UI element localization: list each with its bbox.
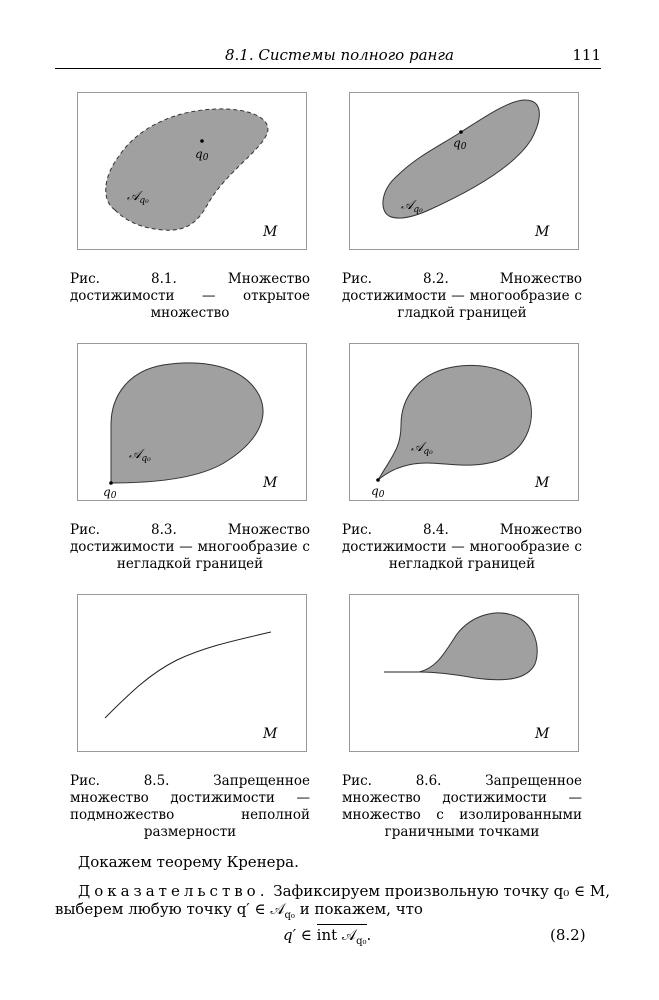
formula-dot: . [366,926,372,944]
a-q0-label: 𝒜$_{q_0}$ [411,440,433,457]
formula-int: int 𝒜 [316,926,357,944]
choose-point-end: и покажем, что [294,900,423,918]
sentence-theorem: Докажем теорему Кренера. [78,853,299,871]
figure-8-3-drawing [77,343,307,501]
q0-label: q0 [195,147,209,163]
figure-8-4-drawing [349,343,579,501]
point-q0 [376,478,380,482]
caption-8-6: Рис. 8.6. Запрещенное множество достижимости — множество с изолированными граничными точками [342,773,582,840]
figure-8-5 [77,594,307,752]
running-header [55,46,601,69]
reachable-set-corner [111,363,263,483]
m-label: M [263,726,278,742]
set-with-isolated-boundary [419,613,537,680]
running-title: 8.1. Системы полного ранга [225,46,454,64]
figure-8-1-drawing [77,92,307,250]
figure-8-2 [349,92,579,250]
q0-label: q0 [453,136,467,152]
figure-8-6-drawing [349,594,579,752]
point-q0 [459,130,463,134]
caption-8-3: Рис. 8.3. Множество достижимости — многообразие с негладкой границей [70,522,310,572]
m-label: M [263,475,278,491]
proof-line [78,881,611,901]
choose-point-text: выберем любую точку q′ ∈ 𝒜 [55,900,285,918]
formula-8-2 [283,925,371,952]
figure-8-4 [349,343,579,501]
proof-rest: Зафиксируем произвольную точку q₀ ∈ M, [268,882,611,900]
reachable-set-open [106,109,268,230]
reachable-set-cusp [378,365,531,480]
caption-8-4: Рис. 8.4. Множество достижимости — многообразие с негладкой границей [342,522,582,572]
m-label: M [263,224,278,240]
equation-number: (8.2) [550,926,586,944]
formula-closure [316,924,367,947]
a-q0-label: 𝒜$_{q_0}$ [401,198,423,215]
figure-8-3 [77,343,307,501]
caption-8-5: Рис. 8.5. Запрещенное множество достижимости — подмножество неполной размерности [70,773,310,840]
caption-8-2: Рис. 8.2. Множество достижимости — многообразие с гладкой границей [342,271,582,321]
m-label: M [535,475,550,491]
formula-sub: q₀ [356,936,367,947]
m-label: M [535,726,550,742]
m-label: M [535,224,550,240]
figure-8-6 [349,594,579,752]
point-q0 [200,139,204,143]
a-q0-label: 𝒜$_{q_0}$ [127,189,149,206]
choose-point-sub: q₀ [284,910,295,921]
a-q0-label: 𝒜$_{q_0}$ [129,447,151,464]
lower-dimensional-curve [105,632,271,718]
figure-8-5-drawing [77,594,307,752]
proof-word: Доказательство. [78,882,269,900]
page-number: 111 [572,46,601,64]
caption-8-1: Рис. 8.1. Множество достижимости — открытое множество [70,271,310,321]
figure-8-1 [77,92,307,250]
q0-label: q0 [371,484,385,500]
choose-point-line [55,899,423,926]
q0-label: q0 [103,485,117,501]
formula-left: q′ ∈ [283,926,317,944]
figure-8-2-drawing [349,92,579,250]
